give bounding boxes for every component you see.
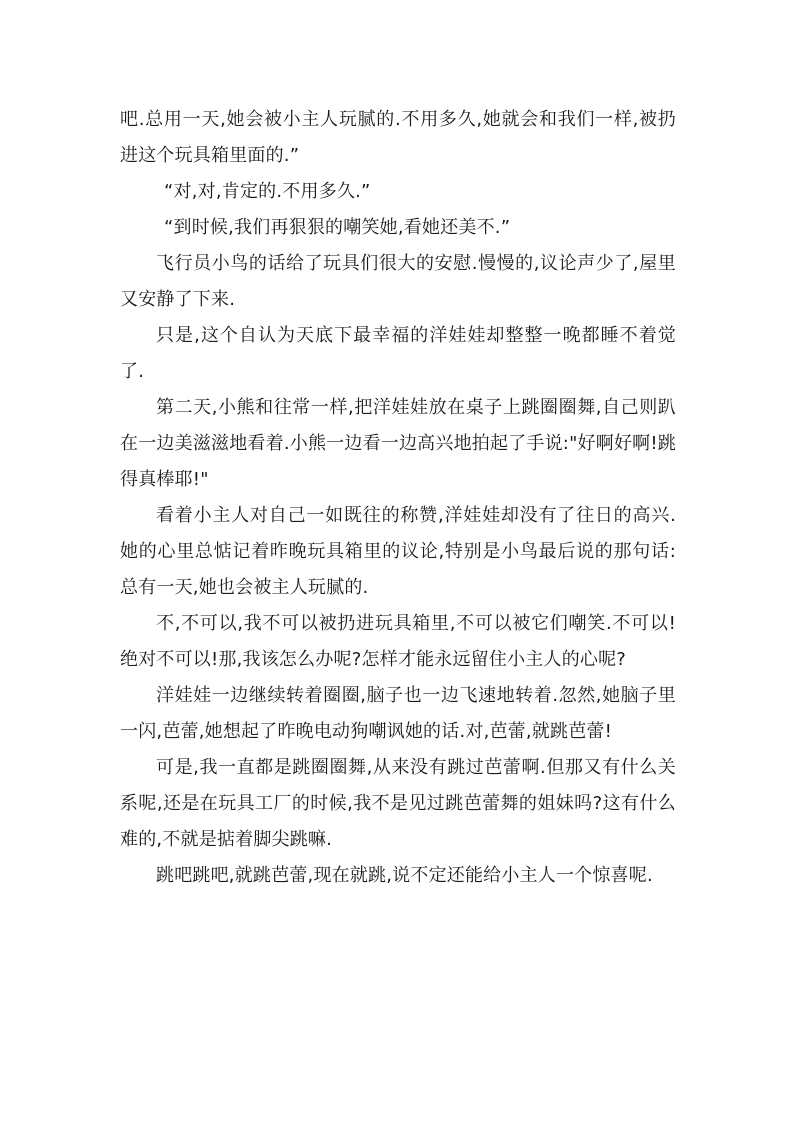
paragraph-10: 可是,我一直都是跳圈圈舞,从来没有跳过芭蕾啊.但那又有什么关系呢,还是在玩具工厂的时候,我不是见过跳芭蕾舞的姐妹吗?这有什么难的,不就是掂着脚尖跳嘛. [120, 757, 676, 850]
paragraph-3: “到时候,我们再狠狠的嘲笑她,看她还美不.” [164, 217, 511, 238]
document-body [120, 102, 676, 894]
paragraph-9: 洋娃娃一边继续转着圈圈,脑子也一边飞速地转着.忽然,她脑子里一闪,芭蕾,她想起了昨晚电动狗嘲讽她的话.对,芭蕾,就跳芭蕾! [120, 685, 676, 742]
paragraph-5: 只是,这个自认为天底下最幸福的洋娃娃却整整一晚都睡不着觉了. [120, 325, 676, 382]
paragraph-8: 不,不可以,我不可以被扔进玩具箱里,不可以被它们嘲笑.不可以!绝对不可以!那,我该怎么办呢?怎样才能永远留住小主人的心呢? [120, 613, 676, 670]
paragraph-11: 跳吧跳吧,就跳芭蕾,现在就跳,说不定还能给小主人一个惊喜呢. [156, 865, 653, 886]
paragraph-4: 飞行员小鸟的话给了玩具们很大的安慰.慢慢的,议论声少了,屋里又安静了下来. [120, 253, 676, 310]
paragraph-2: “对,对,肯定的.不用多久.” [164, 181, 371, 202]
paragraph-6: 第二天,小熊和往常一样,把洋娃娃放在桌子上跳圈圈舞,自己则趴在一边美滋滋地看着.小熊一边看一边高兴地拍起了手说:"好啊好啊!跳得真棒耶!" [120, 397, 676, 490]
paragraph-7: 看着小主人对自己一如既往的称赞,洋娃娃却没有了往日的高兴.她的心里总惦记着昨晚玩具箱里的议论,特别是小鸟最后说的那句话:总有一天,她也会被主人玩腻的. [120, 505, 676, 598]
paragraph-1: 吧.总用一天,她会被小主人玩腻的.不用多久,她就会和我们一样,被扔进这个玩具箱里面的.” [120, 109, 676, 166]
